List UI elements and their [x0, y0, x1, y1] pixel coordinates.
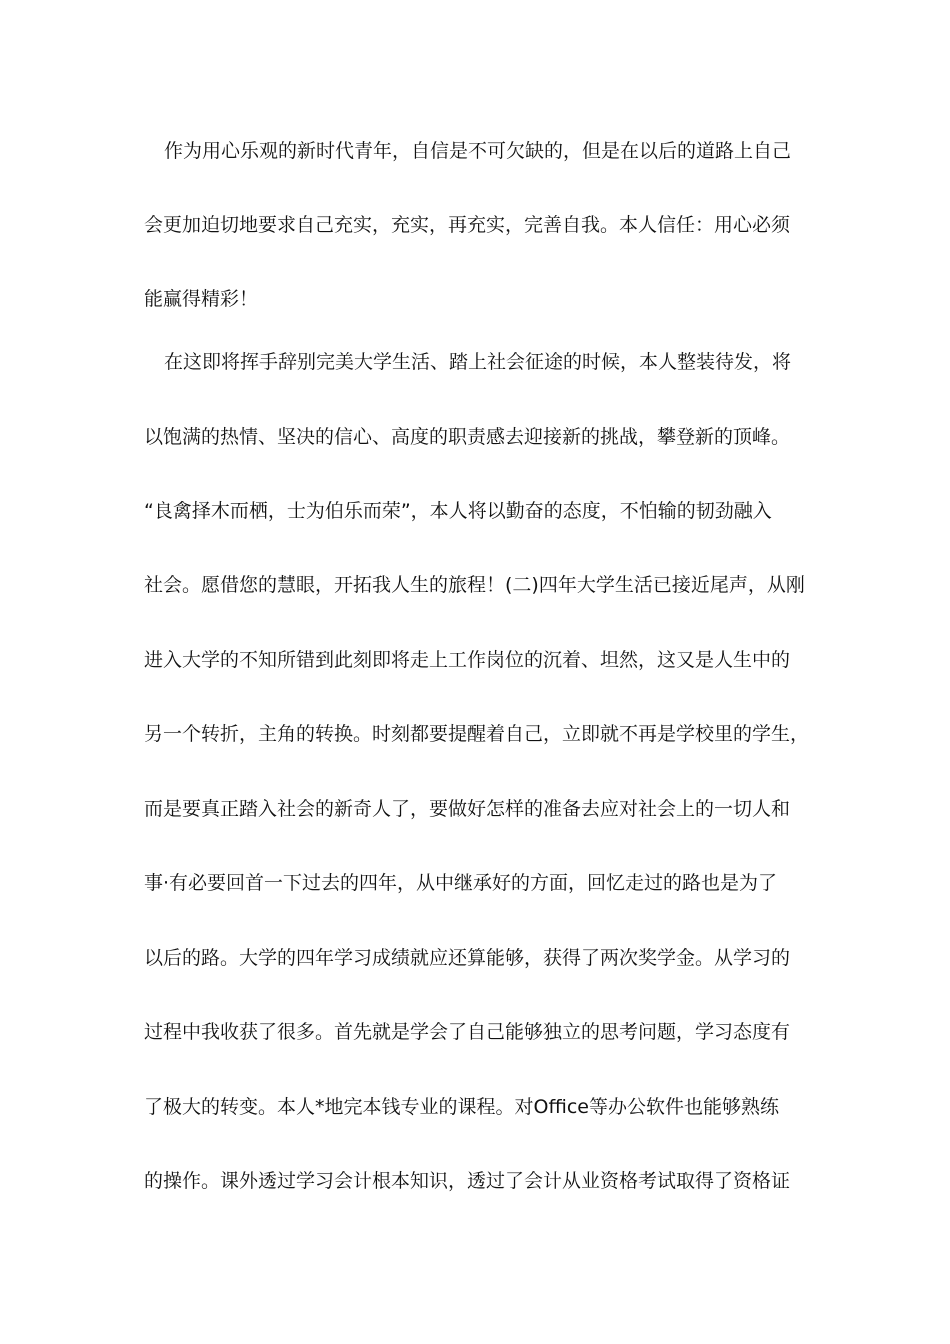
text-line-14: 了极大的转变。本人*地完本钱专业的课程。对Office等办公软件也能够熟练 [144, 1096, 779, 1118]
text-line-11: 事·有必要回首一下过去的四年，从中继承好的方面，回忆走过的路也是为了 [144, 872, 778, 894]
text-line-9: 另一个转折，主角的转换。时刻都要提醒着自己，立即就不再是学校里的学生， [144, 723, 810, 745]
text-line-15: 的操作。课外透过学习会计根本知识，透过了会计从业资格考试取得了资格证 [144, 1170, 791, 1192]
text-line-3: 能赢得精彩！ [144, 288, 259, 310]
text-line-10: 而是要真正踏入社会的新奇人了，要做好怎样的准备去应对社会上的一切人和 [144, 798, 791, 820]
text-line-7: 社会。愿借您的慧眼，开拓我人生的旅程！(二)四年大学生活已接近尾声，从刚 [144, 574, 805, 596]
text-line-8: 进入大学的不知所错到此刻即将走上工作岗位的沉着、坦然，这又是人生中的 [144, 649, 791, 671]
text-line-2: 会更加迫切地要求自己充实，充实，再充实，完善自我。本人信任：用心必须 [144, 214, 791, 236]
text-line-5: 以饱满的热情、坚决的信心、高度的职责感去迎接新的挑战，攀登新的顶峰。 [144, 426, 791, 448]
text-line-12: 以后的路。大学的四年学习成绩就应还算能够，获得了两次奖学金。从学习的 [144, 947, 791, 969]
text-line-13: 过程中我收获了很多。首先就是学会了自己能够独立的思考问题，学习态度有 [144, 1021, 791, 1043]
text-line-6: “良禽择木而栖，士为伯乐而荣”，本人将以勤奋的态度，不怕输的韧劲融入 [144, 500, 772, 522]
text-line-1: 作为用心乐观的新时代青年，自信是不可欠缺的，但是在以后的道路上自己 [164, 140, 792, 162]
text-line-4: 在这即将挥手辞别完美大学生活、踏上社会征途的时候，本人整装待发，将 [164, 351, 792, 373]
